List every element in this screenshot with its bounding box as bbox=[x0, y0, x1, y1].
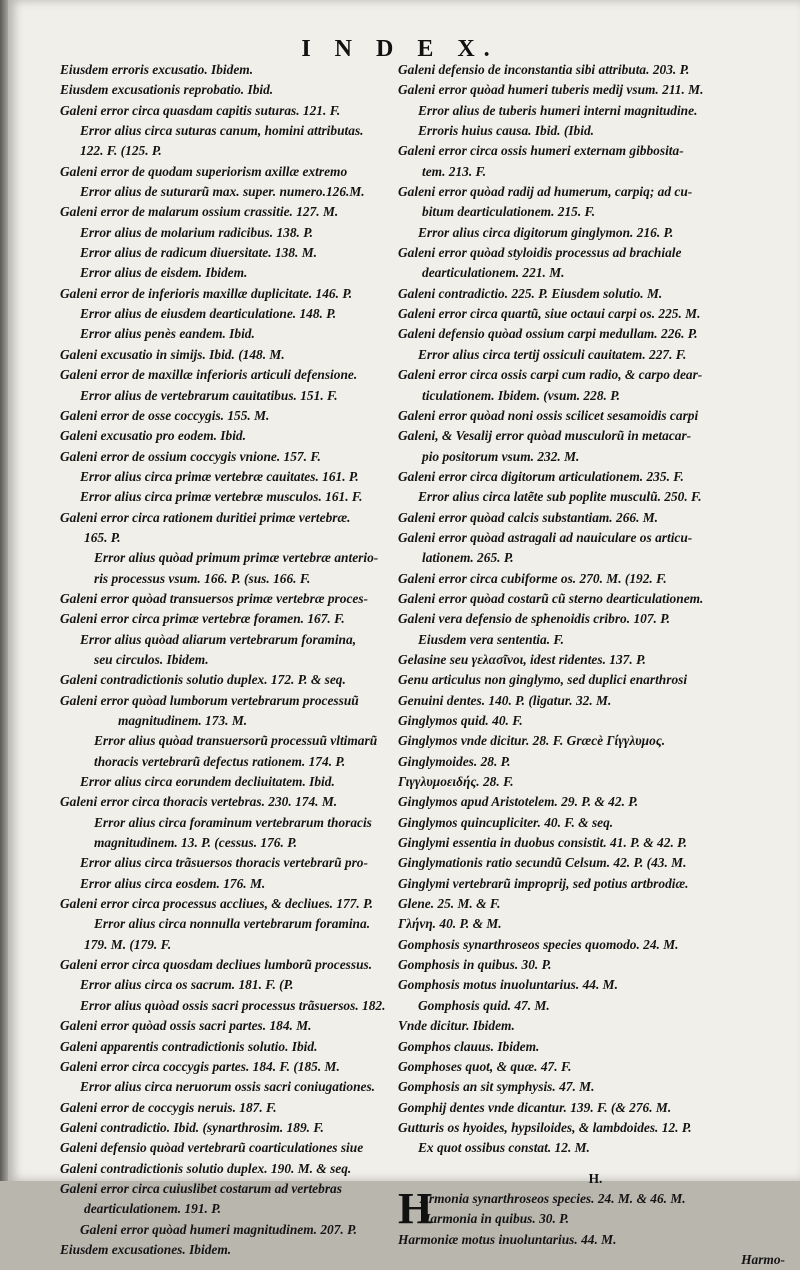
left-index-entry: Galeni error de quodam superiorism axillæ extremo bbox=[60, 163, 348, 179]
right-index-entry: Ex quot ossibus constat. 12. M. bbox=[418, 1140, 590, 1156]
right-index-entry: Galeni error quòad astragali ad nauiculare os articu- bbox=[398, 529, 693, 545]
left-index-entry: Error alius de eisdem. Ibidem. bbox=[80, 265, 248, 281]
right-index-entry: Ginglymi essentia in duobus consistit. 41. P. & 42. P. bbox=[398, 835, 687, 851]
drop-cap-h: H bbox=[398, 1183, 433, 1233]
right-index-entry: Error alius de tuberis humeri interni magnitudine. bbox=[418, 102, 698, 118]
left-index-entry: Error alius circa primæ vertebræ musculos. 161. F. bbox=[80, 489, 363, 505]
running-head-index: I N D E X. bbox=[301, 36, 499, 62]
right-index-entry: Gomphosis quid. 47. M. bbox=[418, 997, 550, 1013]
left-index-entry: magnitudinem. 173. M. bbox=[118, 713, 248, 728]
left-index-entry: Eiusdem erroris excusatio. Ibidem. bbox=[60, 62, 254, 77]
catchword: Harmo- bbox=[741, 1251, 785, 1267]
left-index-entry: Error alius circa eorundem decliuitatem. Ibid. bbox=[80, 774, 335, 790]
right-index-entry: dearticulationem. 221. M. bbox=[422, 265, 565, 281]
right-index-entry: Galeni error quòad humeri tuberis medij vsum. 211. M. bbox=[398, 82, 704, 98]
left-index-entry: Error alius circa nonnulla vertebrarum foramina. bbox=[94, 916, 371, 932]
right-index-entry: Galeni error circa digitorum articulationem. 235. F. bbox=[398, 468, 684, 484]
right-index-entry: Galeni contradictio. 225. P. Eiusdem solutio. M. bbox=[398, 285, 663, 301]
right-index-entry: Galeni error quòad radij ad humerum, carpiq; ad cu- bbox=[398, 184, 693, 200]
left-index-entry: Error alius circa suturas canum, homini attributas. bbox=[80, 123, 364, 139]
left-index-entry: Galeni error quòad transuersos primæ vertebræ proces- bbox=[60, 590, 368, 606]
right-index-entry: lationem. 265. P. bbox=[422, 550, 514, 566]
left-index-entry: Error alius circa eosdem. 176. M. bbox=[80, 875, 266, 891]
right-index-entry: Genuini dentes. 140. P. (ligatur. 32. M. bbox=[398, 692, 612, 708]
left-index-entry: Error alius quòad primum primæ vertebræ anterio- bbox=[94, 550, 379, 566]
right-index-entry: pio positorum vsum. 232. M. bbox=[422, 448, 580, 464]
left-index-entry: 165. P. bbox=[84, 529, 121, 545]
right-index-entry: Ginglymos vnde dicitur. 28. F. Græcè Γίγγλυμος. bbox=[398, 733, 666, 749]
right-index-entry: Ginglymoides. 28. P. bbox=[398, 753, 511, 769]
right-index-entry: Gomphosis synarthroseos species quomodo. 24. M. bbox=[398, 936, 679, 952]
right-index-entry: Ginglymos quincupliciter. 40. F. & seq. bbox=[398, 814, 614, 830]
index-entry: Harmonia in quibus. 30. P. bbox=[420, 1211, 569, 1227]
left-index-entry: Galeni contradictionis solutio duplex. 190. M. & seq. bbox=[60, 1160, 352, 1176]
right-index-entry: Galeni, & Vesalij error quòad musculorũ in metacar- bbox=[398, 428, 692, 444]
index-column-right bbox=[398, 60, 793, 1270]
left-index-entry: Galeni error de inferioris maxillæ duplicitate. 146. P. bbox=[60, 285, 353, 301]
right-index-entry: Galeni vera defensio de sphenoidis cribro. 107. P. bbox=[398, 611, 671, 627]
left-index-entry: Error alius circa primæ vertebræ cauitates. 161. P. bbox=[80, 468, 359, 484]
left-index-entry: Galeni error circa thoracis vertebras. 230. 174. M. bbox=[60, 794, 338, 810]
left-index-entry: Galeni error circa rationem duritiei primæ vertebræ. bbox=[60, 509, 351, 525]
left-index-entry: Galeni error de coccygis neruis. 187. F. bbox=[60, 1099, 277, 1115]
left-index-entry: Galeni error de osse coccygis. 155. M. bbox=[60, 407, 270, 423]
right-index-entry: Gomphosis in quibus. 30. P. bbox=[398, 957, 552, 973]
left-index-entry: Eiusdem excusationis reprobatio. Ibid. bbox=[60, 82, 274, 98]
left-index-entry: Error alius de vertebrarum cauitatibus. 151. F. bbox=[80, 387, 338, 403]
left-index-entry: dearticulationem. 191. P. bbox=[84, 1201, 222, 1217]
right-index-entry: Vnde dicitur. Ibidem. bbox=[398, 1018, 515, 1034]
left-index-entry: Error alius circa neruorum ossis sacri coniugationes. bbox=[80, 1079, 376, 1095]
left-index-entry: thoracis vertebrarũ defectus rationem. 174. P. bbox=[94, 753, 346, 769]
left-index-entry: Galeni error circa quosdam decliues lumborũ processus. bbox=[60, 957, 373, 973]
right-index-entry: Galeni defensio de inconstantia sibi attributa. 203. P. bbox=[398, 62, 690, 77]
left-index-entry: 122. F. (125. P. bbox=[80, 143, 162, 159]
left-index-entry: Galeni error quòad ossis sacri partes. 184. M. bbox=[60, 1018, 312, 1034]
left-index-entry: Galeni error circa cuiuslibet costarum ad vertebras bbox=[60, 1180, 342, 1196]
left-index-entry: Galeni error circa primæ vertebræ foramen. 167. F. bbox=[60, 611, 345, 627]
left-index-entry: Galeni defensio quòad vertebrarũ coarticulationes siue bbox=[60, 1140, 364, 1156]
right-index-entry: Galeni error circa ossis carpi cum radio, & carpo dear- bbox=[398, 367, 703, 383]
left-index-entry: Galeni excusatio in simijs. Ibid. (148. M. bbox=[60, 346, 285, 362]
right-index-entry: Ginglymi vertebrarũ improprij, sed potius artbrodiæ. bbox=[398, 875, 689, 891]
right-index-entry: Galeni error quòad calcis substantiam. 266. M. bbox=[398, 509, 659, 525]
left-index-entry: Error alius circa trãsuersos thoracis vertebrarũ pro- bbox=[80, 855, 368, 871]
right-index-entry: Ginglymos quid. 40. F. bbox=[398, 713, 523, 728]
right-index-entry: Gomphos clauus. Ibidem. bbox=[398, 1038, 540, 1054]
right-index-entry: tem. 213. F. bbox=[422, 163, 487, 179]
right-index-entry: Error alius circa tertij ossiculi cauitatem. 227. F. bbox=[418, 346, 687, 362]
right-index-entry: Eiusdem vera sententia. F. bbox=[418, 631, 564, 647]
right-index-entry: Gelasine seu γελασῖνοι, idest ridentes. 137. P. bbox=[398, 651, 646, 667]
right-index-entry: Gomphij dentes vnde dicantur. 139. F. (& 276. M. bbox=[398, 1099, 672, 1115]
left-index-entry: ris processus vsum. 166. P. (sus. 166. F. bbox=[94, 570, 311, 586]
left-index-entry: Galeni error quòad lumborum vertebrarum processuũ bbox=[60, 692, 359, 708]
right-index-entry: ticulationem. Ibidem. (vsum. 228. P. bbox=[422, 387, 621, 403]
left-index-entry: Eiusdem excusationes. Ibidem. bbox=[60, 1241, 232, 1257]
left-index-entry: Galeni contradictionis solutio duplex. 172. P. & seq. bbox=[60, 672, 346, 688]
index-column-left bbox=[60, 60, 388, 1260]
right-index-entry: Galeni error circa cubiforme os. 270. M. (192. F. bbox=[398, 570, 667, 586]
right-index-entry: Galeni error circa quartũ, siue octaui carpi os. 225. M. bbox=[398, 306, 701, 322]
left-index-entry: Galeni error de malarum ossium crassitie. 127. M. bbox=[60, 204, 339, 220]
left-index-entry: Error alius penès eandem. Ibid. bbox=[80, 326, 255, 342]
left-index-entry: Error alius quòad aliarum vertebrarum foramina, bbox=[80, 631, 357, 647]
left-index-entry: Error alius circa foraminum vertebrarum thoracis bbox=[94, 814, 372, 830]
right-index-entry: Galeni error quòad noni ossis scilicet sesamoidis carpi bbox=[398, 407, 699, 423]
right-index-entry: Galeni error quòad styloidis processus ad brachiale bbox=[398, 245, 682, 261]
entry-text: Armonia synarthroseos species. 24. M. & 46. M. bbox=[420, 1190, 686, 1206]
left-index-entry: Galeni contradictio. Ibid. (synarthrosim. 189. F. bbox=[60, 1119, 324, 1135]
right-index-entry: Erroris huius causa. Ibid. (Ibid. bbox=[418, 123, 594, 139]
section-letter-h: H. bbox=[588, 1170, 603, 1186]
right-index-entry: Genu articulus non ginglymo, sed duplici enarthrosi bbox=[398, 672, 688, 688]
right-index-entry: Γλήνη. 40. P. & M. bbox=[398, 916, 502, 932]
left-index-entry: Galeni error circa quasdam capitis suturas. 121. F. bbox=[60, 102, 341, 118]
right-index-entry: Galeni defensio quòad ossium carpi medullam. 226. P. bbox=[398, 326, 698, 342]
right-index-entry: Ginglymationis ratio secundũ Celsum. 42. P. (43. M. bbox=[398, 855, 687, 871]
left-index-entry: seu circulos. Ibidem. bbox=[94, 651, 209, 667]
right-index-entry: Galeni error circa ossis humeri externam gibbosita- bbox=[398, 143, 684, 159]
right-index-entry: Γιγγλυμοειδής. 28. F. bbox=[398, 774, 514, 790]
left-index-entry: Error alius circa os sacrum. 181. F. (P. bbox=[80, 977, 294, 993]
left-index-entry: Error alius de eiusdem dearticulatione. 148. P. bbox=[80, 306, 337, 322]
left-index-entry: Galeni excusatio pro eodem. Ibid. bbox=[60, 428, 246, 444]
right-index-entry: Gomphosis motus inuoluntarius. 44. M. bbox=[398, 977, 618, 993]
left-index-entry: Galeni error circa coccygis partes. 184. F. (185. M. bbox=[60, 1058, 340, 1074]
left-index-entry: Galeni error de ossium coccygis vnione. 157. F. bbox=[60, 448, 321, 464]
index-entry: Harmoniæ motus inuoluntarius. 44. M. bbox=[398, 1231, 617, 1247]
left-index-entry: Galeni error quòad humeri magnitudinem. 207. P. bbox=[80, 1221, 357, 1237]
left-index-entry: magnitudinem. 13. P. (cessus. 176. P. bbox=[94, 835, 297, 851]
right-index-entry: Galeni error quòad costarũ cũ sterno dearticulationem. bbox=[398, 590, 704, 606]
right-index-entry: Ginglymos apud Aristotelem. 29. P. & 42. P. bbox=[398, 794, 639, 810]
right-index-entry: Error alius circa latẽte sub poplite musculũ. 250. F. bbox=[418, 489, 702, 505]
left-index-entry: Galeni error circa processus accliues, & decliues. 177. P. bbox=[60, 896, 373, 912]
left-index-entry: Galeni error de maxillæ inferioris articuli defensione. bbox=[60, 367, 358, 383]
right-index-entry: Gomphoses quot, & quæ. 47. F. bbox=[398, 1058, 572, 1074]
left-index-entry: Error alius de molarium radicibus. 138. P. bbox=[80, 224, 314, 240]
right-index-entry: bitum dearticulationem. 215. F. bbox=[422, 204, 596, 220]
right-index-entry: Gutturis os hyoides, hypsiloides, & lambdoides. 12. P. bbox=[398, 1119, 692, 1135]
left-index-entry: Galeni apparentis contradictionis solutio. Ibid. bbox=[60, 1038, 318, 1054]
right-index-entry: Error alius circa digitorum ginglymon. 216. P. bbox=[418, 224, 674, 240]
right-index-entry: Glene. 25. M. & F. bbox=[398, 896, 501, 912]
right-index-entry: Gomphosis an sit symphysis. 47. M. bbox=[398, 1079, 595, 1095]
left-index-entry: 179. M. (179. F. bbox=[84, 936, 172, 952]
left-index-entry: Error alius de radicum diuersitate. 138. M. bbox=[80, 245, 317, 261]
left-index-entry: Error alius quòad ossis sacri processus trãsuersos. 182. bbox=[80, 997, 386, 1013]
left-index-entry: Error alius de suturarũ max. super. numero.126.M. bbox=[80, 184, 365, 200]
left-index-entry: Error alius quòad transuersorũ processuũ vltimarũ bbox=[94, 733, 378, 749]
